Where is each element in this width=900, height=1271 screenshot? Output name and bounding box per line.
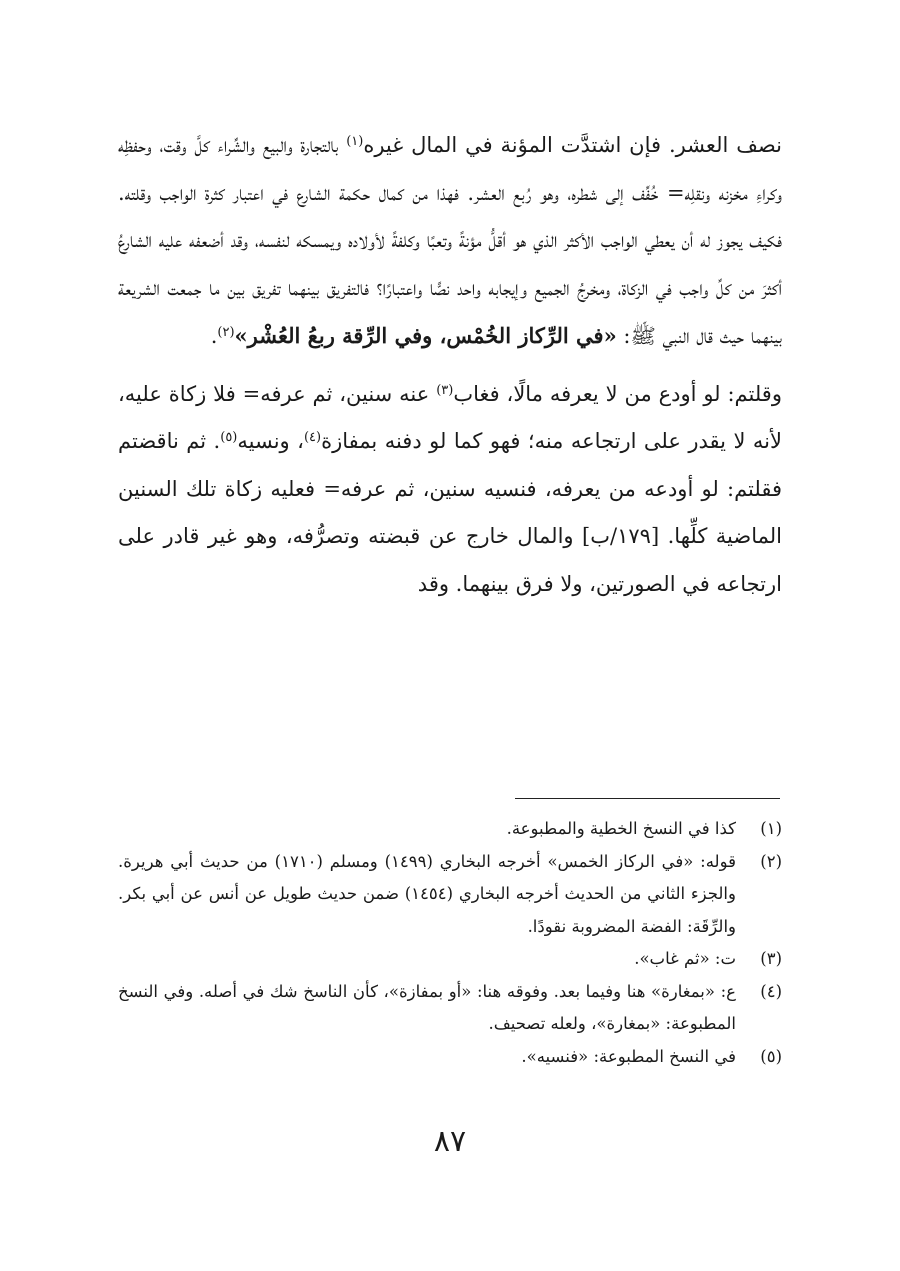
footnote-5 bbox=[118, 1041, 782, 1074]
footnote-number: (٤) bbox=[760, 981, 782, 1001]
page-number: ٨٧ bbox=[433, 1124, 467, 1159]
footnote-ref-2[interactable]: (٢) bbox=[217, 325, 235, 340]
footnote-ref-5[interactable]: (٥) bbox=[220, 430, 238, 445]
paragraph-2 bbox=[118, 371, 782, 609]
footnote-divider bbox=[515, 798, 780, 799]
text-run: وقلتم: لو أودع من لا يعرفه مالًا، فغاب bbox=[453, 381, 782, 406]
text-run: نصف العشر. فإن اشتدَّت المؤنة في المال غيره bbox=[363, 133, 782, 157]
footnote-text: في النسخ المطبوعة: «فنسيه». bbox=[521, 1046, 736, 1066]
footnote-text: ع: «بمغارة» هنا وفيما بعد. وفوقه هنا: «أو بمفازة»، كأن الناسخ شك في أصله. وفي النسخ المطبوعة: «بمغارة»، ولعله تصحيف. bbox=[118, 981, 736, 1033]
footnote-ref-3[interactable]: (٣) bbox=[436, 382, 454, 398]
footnote-ref-4[interactable]: (٤) bbox=[303, 430, 322, 445]
text-run: عنه سنين، ثم عرفه= فلا زكاة عليه، لأنه لا يقدر على ارتجاعه منه؛ فهو كما لو دفنه بمفازة bbox=[118, 381, 782, 453]
text-run: . bbox=[210, 324, 218, 348]
footnote-number: (١) bbox=[760, 819, 782, 838]
text-run: ، ونسيه bbox=[237, 429, 304, 453]
footnote-1 bbox=[118, 813, 782, 846]
footnote-text: كذا في النسخ الخطية والمطبوعة. bbox=[506, 819, 736, 838]
footnote-text: ت: «ثم غاب». bbox=[634, 949, 736, 968]
footnote-2 bbox=[118, 846, 782, 944]
paragraph-1 bbox=[118, 122, 782, 361]
footnote-text: قوله: «في الركاز الخمس» أخرجه البخاري (١٤٩٩) ومسلم (١٧١٠) من حديث أبي هريرة. والجزء الثاني من الحديث أخرجه البخاري (١٤٥٤) ضمن حديث طويل عن أنس عن أبي بكر. والرِّقَة: الفضة المضروبة نقودًا. bbox=[118, 851, 736, 936]
text-run: بالتجارة والبيع والشِّراء كلَّ وقت، وحفظِه وكراءِ مخزنه ونقلِه= خُفِّف إلى شطره، وهو رُبع العشر. فهذا من كمال حكمة الشارع في اعتبار كثرة الواجب وقلته. فكيف يجوز له أن يعطي الواجب الأكثر الذي هو أقلُّ مؤنةً وتعبًا وكلفةً لأولاده ويمسكه لنفسه، وقد أضعفه عليه الشارعُ أكثرَ من كلِّ واجب في الزكاة، ومخرجُ الجميع وإيجابه واحد نصًّا واعتبارًا؟ فالتفريق بينهما تفريق بين ما جمعت الشريعة بينهما حيث قال النبي ﷺ: bbox=[118, 133, 782, 348]
main-text bbox=[118, 122, 782, 608]
text-run: . ثم ناقضتم فقلتم: لو أودعه من يعرفه، فنسيه سنين، ثم عرفه= فعليه زكاة تلك السنين الماضية كلِّها. [١٧٩/ب] والمال خارج عن قبضته وتصرُّفه، وهو غير قادر على ارتجاعه في الصورتين، ولا فرق بينهما. وقد bbox=[118, 429, 782, 596]
footnotes bbox=[118, 813, 782, 1073]
hadith-quote: «في الرِّكاز الخُمْس، وفي الرِّقة ربعُ العُشْر» bbox=[234, 323, 617, 348]
footnote-ref-1[interactable]: (١) bbox=[346, 134, 364, 149]
footnote-number: (٥) bbox=[760, 1046, 782, 1066]
footnote-number: (٣) bbox=[760, 949, 782, 968]
footnote-number: (٢) bbox=[760, 851, 782, 871]
footnote-3 bbox=[118, 943, 782, 976]
footnote-4 bbox=[118, 976, 782, 1041]
